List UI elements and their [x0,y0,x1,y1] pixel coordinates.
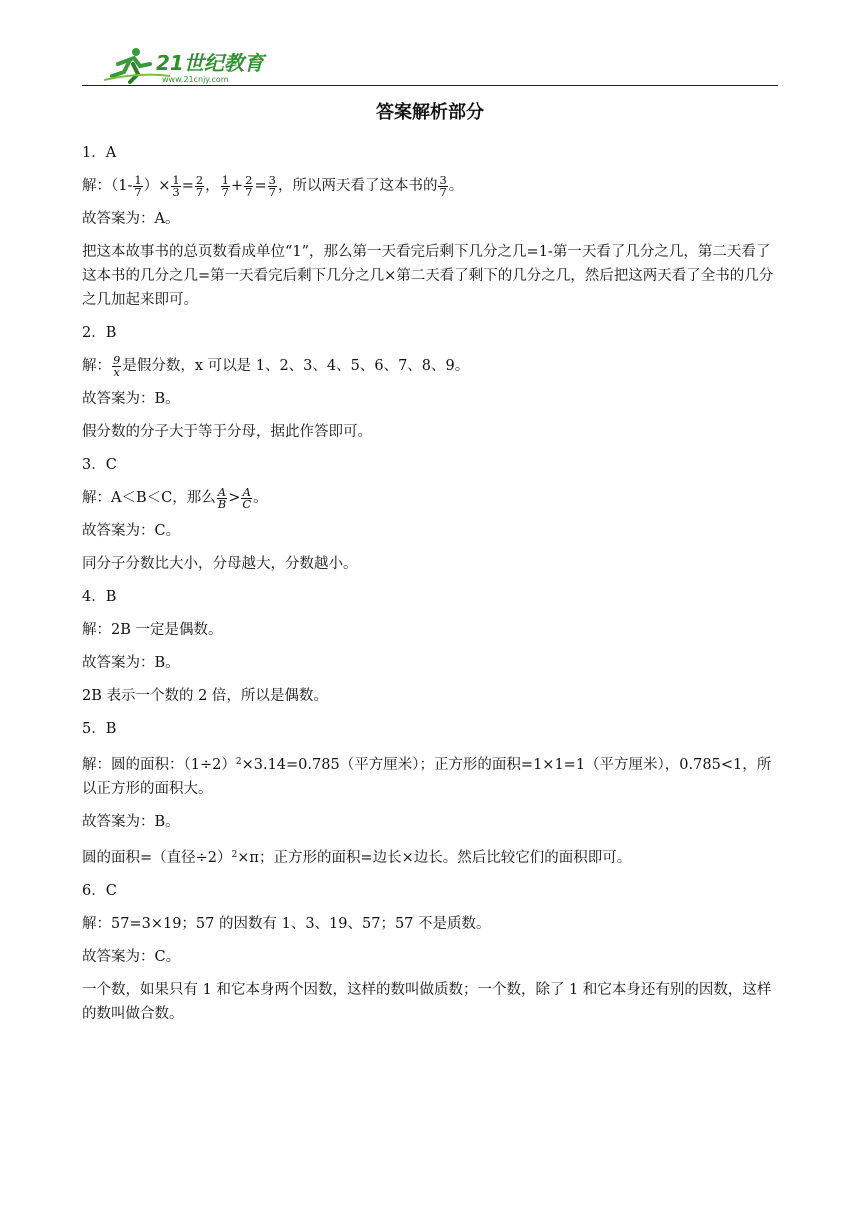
question-number: 6．C [82,883,117,899]
explanation: 假分数的分子大于等于分母，据此作答即可。 [82,424,372,440]
explanation: 同分子分数比大小，分母越大，分数越小。 [82,556,358,572]
solution-line: 解：57=3×19；57 的因数有 1、3、19、57；57 不是质数。 [82,916,491,932]
fraction: $\frac{A}{C}$ [242,484,252,511]
page-title: 答案解析部分 [376,102,484,123]
question-number: 3．C [82,457,117,473]
svg-text:www.21cnjy.com: www.21cnjy.com [162,75,229,84]
question-number: 1．A [82,145,117,161]
fraction: $\frac{3}{7}$ [268,172,276,199]
fraction: $\frac{2}{7}$ [195,172,204,199]
solution-line: 解：圆的面积：$(1\div 2)^2\times 3.14=0.785$（平方厘米）；正方形的面积=1×1=1（平方厘米），0.785<1，所以正方形的面积大。 [82,757,772,797]
answer-list [82,137,780,1031]
explanation: 把这本故事书的总页数看成单位“1”，那么第一天看完后剩下几分之几=1-第一天看了几分之几，第二天看了这本书的几分之几=第一天看完后剩下几分之几×第二天看了剩下的几分之几，然后把这两天看了全书的几分之几加起来即可。 [82,244,774,308]
fraction: $\frac{9}{x}$ [113,352,121,379]
fraction: $\frac{A}{B}$ [217,484,227,511]
solution-line: 解：（1- $\frac{1}{7}$ ）× $\frac{1}{3}$ = $\frac{2}{7}$ ， $\frac{1}{7}$ + $\frac{2}{7}$ = $\frac{3}{7}$ ，所以两天看了这本书的 $\frac{3}{7}$ 。 [82,172,464,199]
fraction: $\frac{3}{7}$ [439,172,447,199]
question-number: 5．B [82,721,117,737]
explanation: 2B 表示一个数的 2 倍，所以是偶数。 [82,688,328,704]
fraction: $\frac{1}{7}$ [134,172,142,199]
answer-line: 故答案为：B。 [82,391,180,407]
answer-line: 故答案为：C。 [82,523,181,539]
solution-line: 解：A＜B＜C，那么 $\frac{A}{B}$ > $\frac{A}{C}$ 。 [82,484,268,511]
solution-line: 解： $\frac{9}{x}$ 是假分数，x 可以是 1、2、3、4、5、6、7、8、9。 [82,352,470,379]
fraction: $\frac{1}{3}$ [172,172,180,199]
fraction: $\frac{2}{7}$ [245,172,253,199]
answer-line: 故答案为：B。 [82,655,180,671]
question-number: 4．B [82,589,117,605]
answer-line: 故答案为：C。 [82,949,181,965]
question-number: 2．B [82,325,117,341]
fraction: $\frac{1}{7}$ [221,172,229,199]
svg-text:21世纪教育: 21世纪教育 [156,51,264,75]
header-divider [82,85,778,86]
site-logo [100,42,280,86]
solution-line: 解：2B 一定是偶数。 [82,622,223,638]
explanation: 一个数，如果只有 1 和它本身两个因数，这样的数叫做质数；一个数，除了 1 和它本身还有别的因数，这样的数叫做合数。 [82,982,772,1022]
answer-line: 故答案为：A。 [82,211,180,227]
explanation: 圆的面积=（直径÷2）$^2$×π；正方形的面积=边长×边长。然后比较它们的面积即可。 [82,850,632,866]
answer-line: 故答案为：B。 [82,814,180,830]
